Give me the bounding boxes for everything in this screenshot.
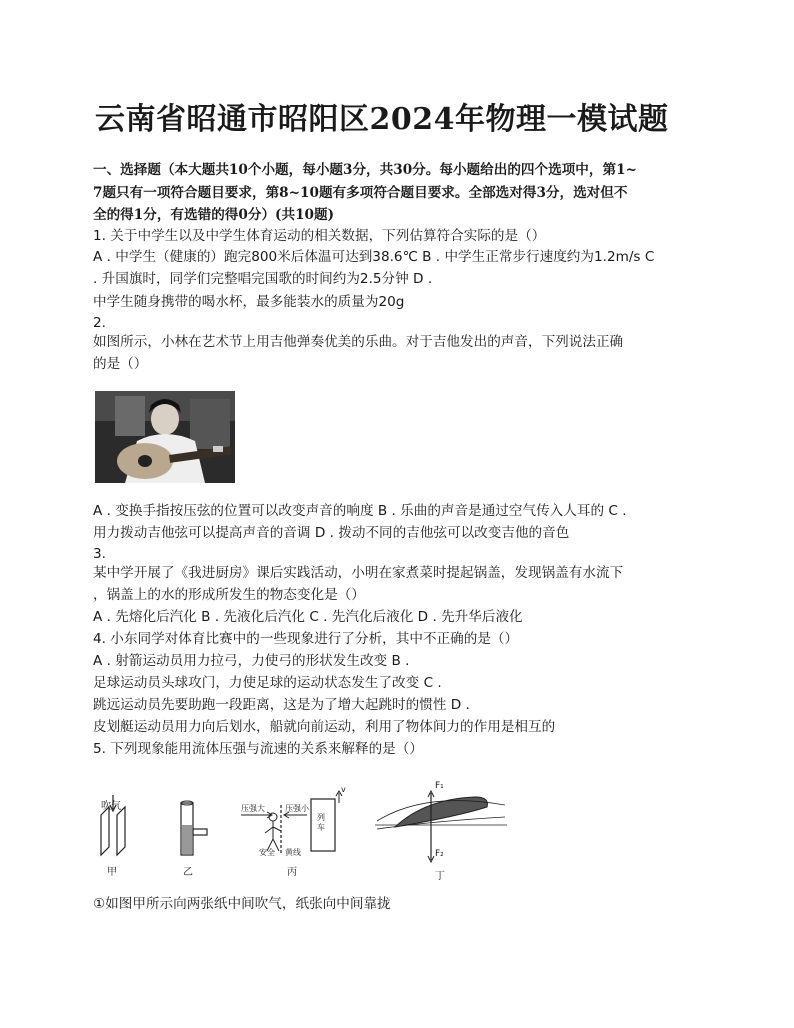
guitar-player-photo xyxy=(95,391,235,483)
q2-stem-line-2: 的是（） xyxy=(93,356,148,372)
section-heading-line-2: 7题只有一项符合题目要求，第8~10题有多项符合题目要求。全部选对得3分，选对但不 xyxy=(93,185,628,201)
q1-stem: 1. 关于中学生以及中学生体育运动的相关数据，下列估算符合实际的是（） xyxy=(93,228,546,244)
q3-stem-line-1: 某中学开展了《我进厨房》课后实践活动，小明在家煮菜时提起锅盖，发现锅盖有水流下 xyxy=(93,565,624,581)
q4-stem: 4. 小东同学对体育比赛中的一些现象进行了分析，其中不正确的是（） xyxy=(93,631,519,647)
q1-options-line-3: 中学生随身携带的喝水杯，最多能装水的质量为20g xyxy=(93,294,405,310)
fig-bing-safe: 安全 xyxy=(259,848,275,857)
section-heading-line-1: 一、选择题（本大题共10个小题，每小题3分，共30分。每小题给出的四个选项中，第1~ xyxy=(93,162,637,178)
section-heading-line-3: 全的得1分，有选错的得0分）(共10题) xyxy=(93,207,335,223)
q4-option-d: 皮划艇运动员用力向后划水，船就向前运动，利用了物体间力的作用是相互的 xyxy=(93,719,556,735)
q2-options-line-2: 用力拨动吉他弦可以提高声音的音调 D . 拨动不同的吉他弦可以改变吉他的音色 xyxy=(93,525,570,541)
q3-number: 3. xyxy=(93,546,106,562)
q4-option-c: 跳远运动员先要助跑一段距离，这是为了增大起跳时的惯性 D . xyxy=(93,697,470,713)
fig-bing-high-pressure: 压强大 xyxy=(241,804,265,813)
q2-number: 2. xyxy=(93,315,106,331)
q5-item-1: ①如图甲所示向两张纸中间吹气，纸张向中间靠拢 xyxy=(93,896,391,912)
fig-ding-f2: F₂ xyxy=(435,849,444,859)
fig-bing-yellow-line: 黄线 xyxy=(285,848,301,857)
fig-yi-label: 乙 xyxy=(183,867,193,878)
page-title: 云南省昭通市昭阳区2024年物理一模试题 xyxy=(95,102,669,137)
q2-options-line-1: A . 变换手指按压弦的位置可以改变声音的响度 B . 乐曲的声音是通过空气传入人耳的 C . xyxy=(93,503,627,519)
fig-bing-low-pressure: 压强小 xyxy=(285,804,309,813)
q4-option-b: 足球运动员头球攻门，力使足球的运动状态发生了改变 C . xyxy=(93,675,442,691)
q1-options-line-1: A . 中学生（健康的）跑完800米后体温可达到38.6℃ B . 中学生正常步行速度约为1.2m/s C xyxy=(93,249,655,265)
q5-figures xyxy=(95,781,515,882)
fig-bing-train: 列车 xyxy=(317,813,325,832)
fig-ding-f1: F₁ xyxy=(435,781,444,791)
fig-bing-velocity: v xyxy=(341,785,346,794)
q2-stem-line-1: 如图所示，小林在艺术节上用吉他弹奏优美的乐曲。对于吉他发出的声音，下列说法正确 xyxy=(93,334,624,350)
q1-options-line-2: . 升国旗时，同学们完整唱完国歌的时间约为2.5分钟 D . xyxy=(93,271,433,287)
q4-option-a: A . 射箭运动员用力拉弓，力使弓的形状发生改变 B . xyxy=(93,653,410,669)
fig-yi-tube xyxy=(181,801,207,855)
fig-jia-blow-label: 吹气 xyxy=(101,801,121,812)
fig-bing-label: 丙 xyxy=(287,867,297,878)
fig-ding-label: 丁 xyxy=(435,871,445,882)
q3-stem-line-2: ，锅盖上的水的形成所发生的物态变化是（） xyxy=(93,587,365,603)
q3-options: A . 先熔化后汽化 B . 先液化后汽化 C . 先汽化后液化 D . 先升华后液化 xyxy=(93,609,523,625)
q5-stem: 5. 下列现象能用流体压强与流速的关系来解释的是（） xyxy=(93,741,423,757)
fig-jia-label: 甲 xyxy=(107,867,117,878)
